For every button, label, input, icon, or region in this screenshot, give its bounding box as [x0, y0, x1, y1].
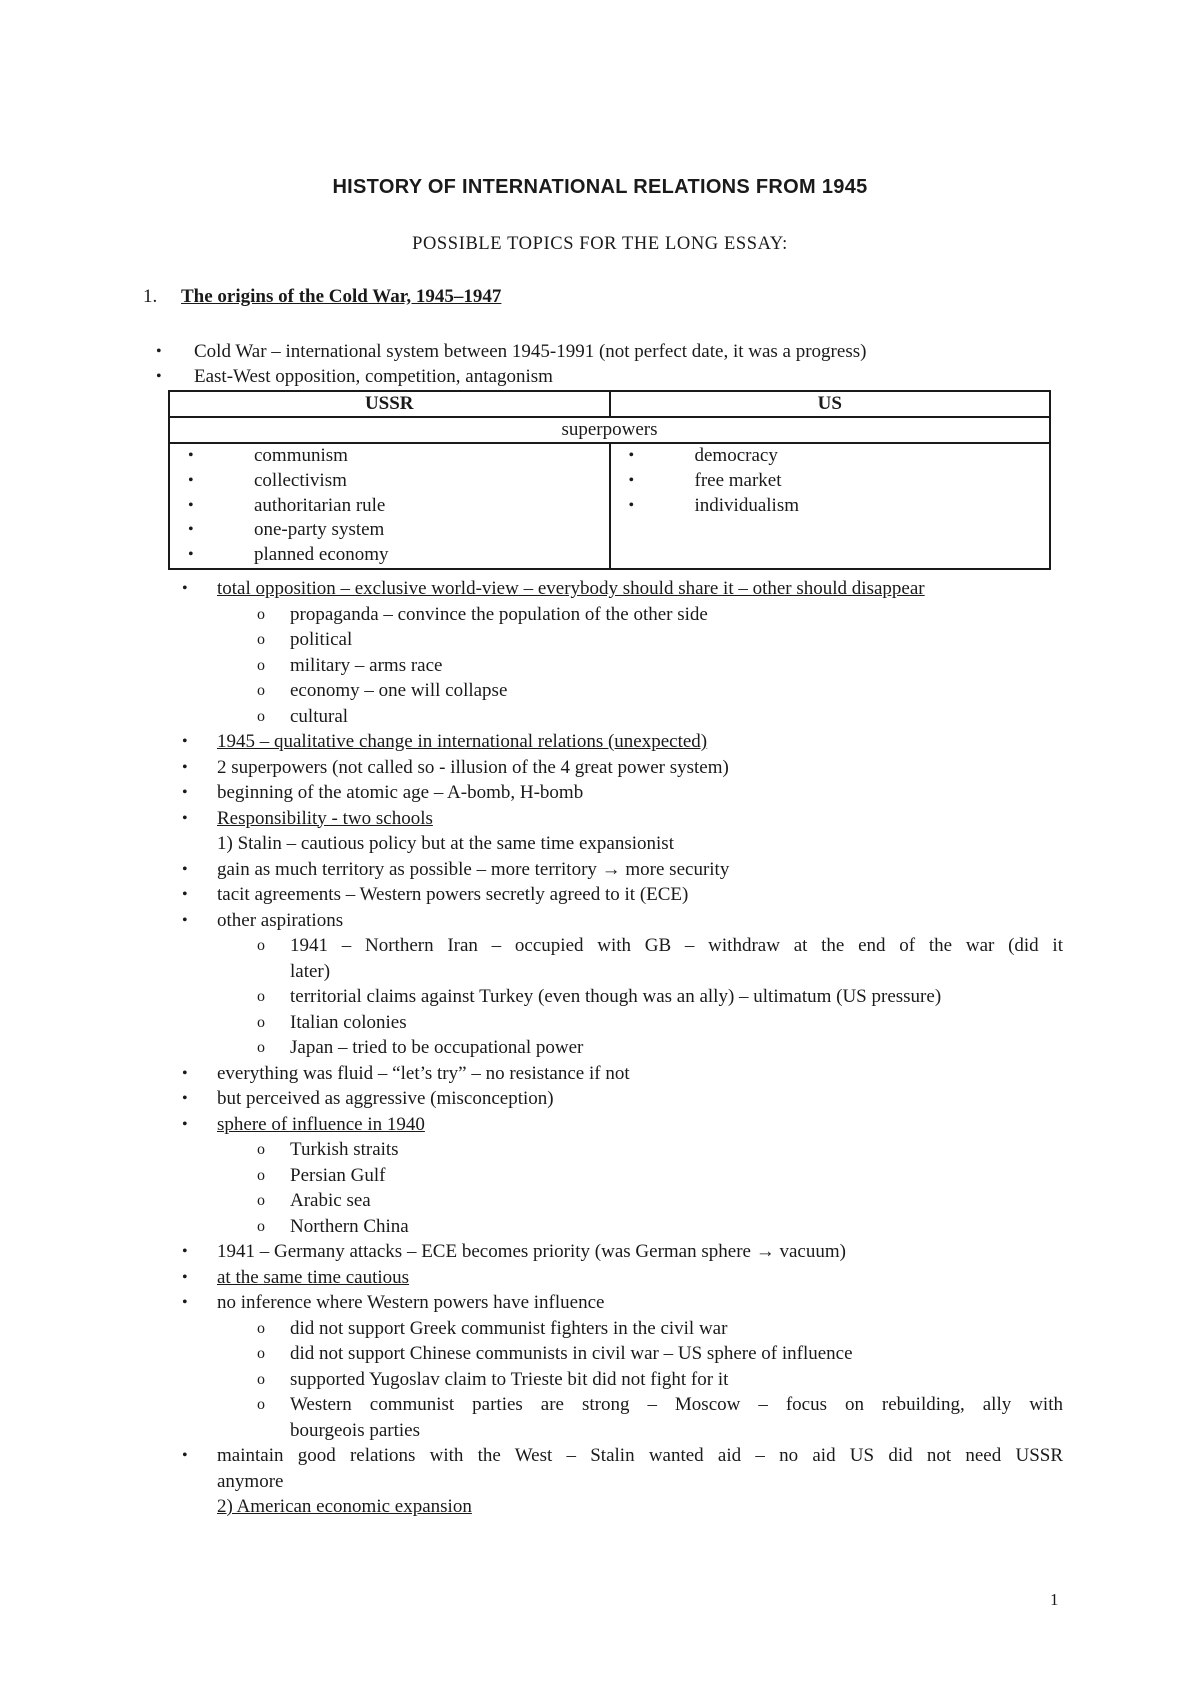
sub-list-item [0, 933, 1200, 959]
bullet-icon: • [182, 1064, 188, 1082]
paragraph-line [0, 831, 1200, 857]
sub-list-item-text: cultural [290, 705, 349, 727]
document-subtitle: POSSIBLE TOPICS FOR THE LONG ESSAY: [412, 234, 788, 254]
list-item [170, 494, 609, 519]
circle-bullet-icon: o [257, 605, 265, 623]
sub-list-item [0, 1367, 1200, 1393]
bullet-icon: • [628, 496, 635, 514]
bullet-icon: • [182, 911, 188, 929]
list-item-text: authoritarian rule [254, 494, 386, 516]
sub-list-item [0, 984, 1200, 1010]
list-item-text: but perceived as aggressive (misconception) [217, 1088, 554, 1109]
spanning-cell: superpowers [169, 417, 1050, 443]
list-item-text: tacit agreements – Western powers secretly agreed to it (ECE) [217, 884, 689, 905]
circle-bullet-icon: o [257, 937, 265, 954]
list-item-continuation [0, 1469, 1200, 1495]
sub-list-item-text: 1941 – Northern Iran – occupied with GB – withdraw at the end of the war (did it [290, 935, 1063, 956]
sub-list-item [0, 1010, 1200, 1036]
column-header-ussr: USSR [169, 391, 610, 417]
list-item [170, 518, 609, 543]
section-heading-text: The origins of the Cold War, 1945–1947 [181, 286, 502, 307]
circle-bullet-icon: o [257, 707, 265, 725]
document-title: HISTORY OF INTERNATIONAL RELATIONS FROM 1945 [332, 176, 868, 198]
list-item-text: collectivism [254, 469, 347, 491]
paragraph-text: 1) Stalin – cautious policy but at the same time expansionist [217, 833, 674, 854]
sub-list-item-text: political [290, 629, 353, 650]
sub-list-item-text: Western communist parties are strong – Moscow – focus on rebuilding, ally with [290, 1394, 1063, 1415]
list-item [0, 780, 1200, 806]
sub-list-item [0, 704, 1200, 730]
list-item-text: at the same time cautious [217, 1266, 410, 1288]
sub-list-item [0, 653, 1200, 679]
list-item [0, 1290, 1200, 1316]
bullet-icon: • [182, 758, 188, 776]
sub-list-item [0, 1137, 1200, 1163]
bullet-icon: • [188, 471, 194, 489]
bullet-icon: • [628, 447, 635, 464]
column-header-us: US [610, 391, 1051, 417]
circle-bullet-icon: o [257, 631, 265, 648]
sub-list-item-text: military – arms race [290, 654, 443, 676]
list-item [170, 543, 609, 568]
list-item-text: gain as much territory as possible – more territory → more security [217, 858, 730, 880]
sub-list-item [0, 678, 1200, 704]
sub-list-item-text: supported Yugoslav claim to Trieste bit did not fight for it [290, 1368, 729, 1390]
circle-bullet-icon: o [257, 1396, 265, 1413]
us-features-cell [610, 443, 1051, 569]
bullet-icon: • [182, 1447, 188, 1464]
circle-bullet-icon: o [257, 1217, 265, 1235]
sub-list-item-text: later) [290, 960, 331, 982]
ussr-features-list [170, 444, 609, 568]
list-item [0, 882, 1200, 908]
bullet-icon: • [188, 521, 194, 539]
list-item [0, 1443, 1200, 1469]
section-heading [143, 286, 501, 308]
bullet-icon: • [182, 1268, 188, 1286]
list-item [170, 444, 609, 469]
bullet-icon: • [182, 1090, 188, 1107]
list-item [0, 806, 1200, 832]
list-item-text: Responsibility - two schools [217, 807, 433, 829]
sub-list-item-text: Arabic sea [290, 1190, 371, 1211]
bullet-icon: • [156, 367, 162, 385]
circle-bullet-icon: o [257, 1141, 265, 1158]
list-item-text: maintain good relations with the West – Stalin wanted aid – no aid US did not need USSR [217, 1445, 1063, 1466]
bullet-icon: • [182, 1294, 188, 1311]
list-item [0, 365, 1200, 390]
circle-bullet-icon: o [257, 1013, 265, 1031]
paragraph-text: 2) American economic expansion [217, 1496, 472, 1517]
list-item-text: East-West opposition, competition, antagonism [194, 365, 553, 387]
list-item [611, 494, 1050, 519]
list-item [0, 1239, 1200, 1265]
sub-list-item-text: bourgeois parties [290, 1419, 420, 1441]
sub-list-item-text: propaganda – convince the population of the other side [290, 603, 708, 625]
sub-list-item [0, 627, 1200, 653]
list-item-text: sphere of influence in 1940 [217, 1113, 425, 1135]
list-item-text: communism [254, 445, 348, 466]
list-item [0, 729, 1200, 755]
table-header-row [169, 391, 1050, 417]
sub-list-item-text: did not support Chinese communists in civil war – US sphere of influence [290, 1343, 853, 1364]
list-item [0, 1086, 1200, 1112]
list-item [0, 1265, 1200, 1291]
paragraph-line [0, 1494, 1200, 1520]
list-item-text: total opposition – exclusive world-view – everybody should share it – other should disappear [217, 578, 925, 599]
sub-list-item [0, 1188, 1200, 1214]
bullet-icon: • [182, 784, 188, 801]
bullet-icon: • [628, 471, 635, 489]
list-item-text: beginning of the atomic age – A-bomb, H-bomb [217, 782, 584, 803]
circle-bullet-icon: o [257, 682, 265, 699]
sub-list-item-text: did not support Greek communist fighters in the civil war [290, 1317, 728, 1339]
sub-list-item [0, 1214, 1200, 1240]
bullet-icon: • [182, 886, 188, 903]
bullet-icon: • [188, 496, 194, 514]
table-row [169, 417, 1050, 443]
sub-list-item [0, 1316, 1200, 1342]
sub-list-item [0, 602, 1200, 628]
bullet-icon: • [182, 809, 188, 827]
sub-list-item [0, 1163, 1200, 1189]
bullet-icon: • [182, 1115, 188, 1133]
circle-bullet-icon: o [257, 1166, 265, 1184]
bullet-icon: • [182, 733, 188, 750]
list-item-text: free market [694, 469, 782, 491]
notes-list [0, 576, 1200, 1520]
list-item [0, 1061, 1200, 1087]
list-item-text: anymore [217, 1470, 284, 1492]
ussr-features-cell [169, 443, 610, 569]
circle-bullet-icon: o [257, 1370, 265, 1388]
list-item-text: 2 superpowers (not called so - illusion of the 4 great power system) [217, 756, 729, 778]
sub-list-item-text: Persian Gulf [290, 1164, 386, 1186]
list-item [0, 576, 1200, 602]
sub-list-item [0, 1392, 1200, 1418]
comparison-table [168, 390, 1051, 570]
list-item [0, 908, 1200, 934]
sub-list-item-text: Turkish straits [290, 1139, 399, 1160]
bullet-icon: • [156, 343, 162, 360]
list-item-text: 1945 – qualitative change in international relations (unexpected) [217, 731, 708, 752]
list-item [0, 755, 1200, 781]
sub-list-item [0, 1341, 1200, 1367]
circle-bullet-icon: o [257, 656, 265, 674]
list-item [0, 857, 1200, 883]
sub-list-item-text: territorial claims against Turkey (even though was an ally) – ultimatum (US pressure) [290, 986, 942, 1007]
sub-list-item-continuation [0, 1418, 1200, 1444]
list-item [0, 1112, 1200, 1138]
circle-bullet-icon: o [257, 988, 265, 1005]
circle-bullet-icon: o [257, 1345, 265, 1362]
list-item [611, 444, 1050, 469]
list-item [611, 469, 1050, 494]
intro-list [0, 340, 1200, 390]
list-item [0, 340, 1200, 365]
list-item-text: 1941 – Germany attacks – ECE becomes priority (was German sphere → vacuum) [217, 1241, 846, 1262]
list-item-text: Cold War – international system between 1945-1991 (not perfect date, it was a progress) [194, 341, 867, 362]
bullet-icon: • [182, 1243, 188, 1260]
sub-list-item-text: economy – one will collapse [290, 680, 508, 701]
sub-list-item-text: Japan – tried to be occupational power [290, 1037, 584, 1058]
bullet-icon: • [182, 580, 188, 597]
circle-bullet-icon: o [257, 1319, 265, 1337]
list-item [170, 469, 609, 494]
list-item-text: no inference where Western powers have influence [217, 1292, 605, 1313]
list-item-text: one-party system [254, 519, 385, 541]
bullet-icon: • [188, 447, 194, 464]
list-item-text: other aspirations [217, 909, 344, 931]
us-features-list [611, 444, 1050, 518]
bullet-icon: • [188, 546, 194, 564]
page-number: 1 [1050, 1590, 1059, 1609]
list-item-text: planned economy [254, 544, 389, 566]
circle-bullet-icon: o [257, 1039, 265, 1056]
list-item-text: everything was fluid – “let’s try” – no resistance if not [217, 1062, 630, 1084]
sub-list-item-text: Italian colonies [290, 1011, 407, 1033]
sub-list-item-continuation [0, 959, 1200, 985]
table-row [169, 443, 1050, 569]
sub-list-item [0, 1035, 1200, 1061]
sub-list-item-text: Northern China [290, 1215, 409, 1237]
list-item-text: individualism [694, 494, 799, 516]
circle-bullet-icon: o [257, 1192, 265, 1209]
bullet-icon: • [182, 860, 188, 878]
section-number: 1. [143, 286, 158, 307]
list-item-text: democracy [694, 445, 778, 466]
